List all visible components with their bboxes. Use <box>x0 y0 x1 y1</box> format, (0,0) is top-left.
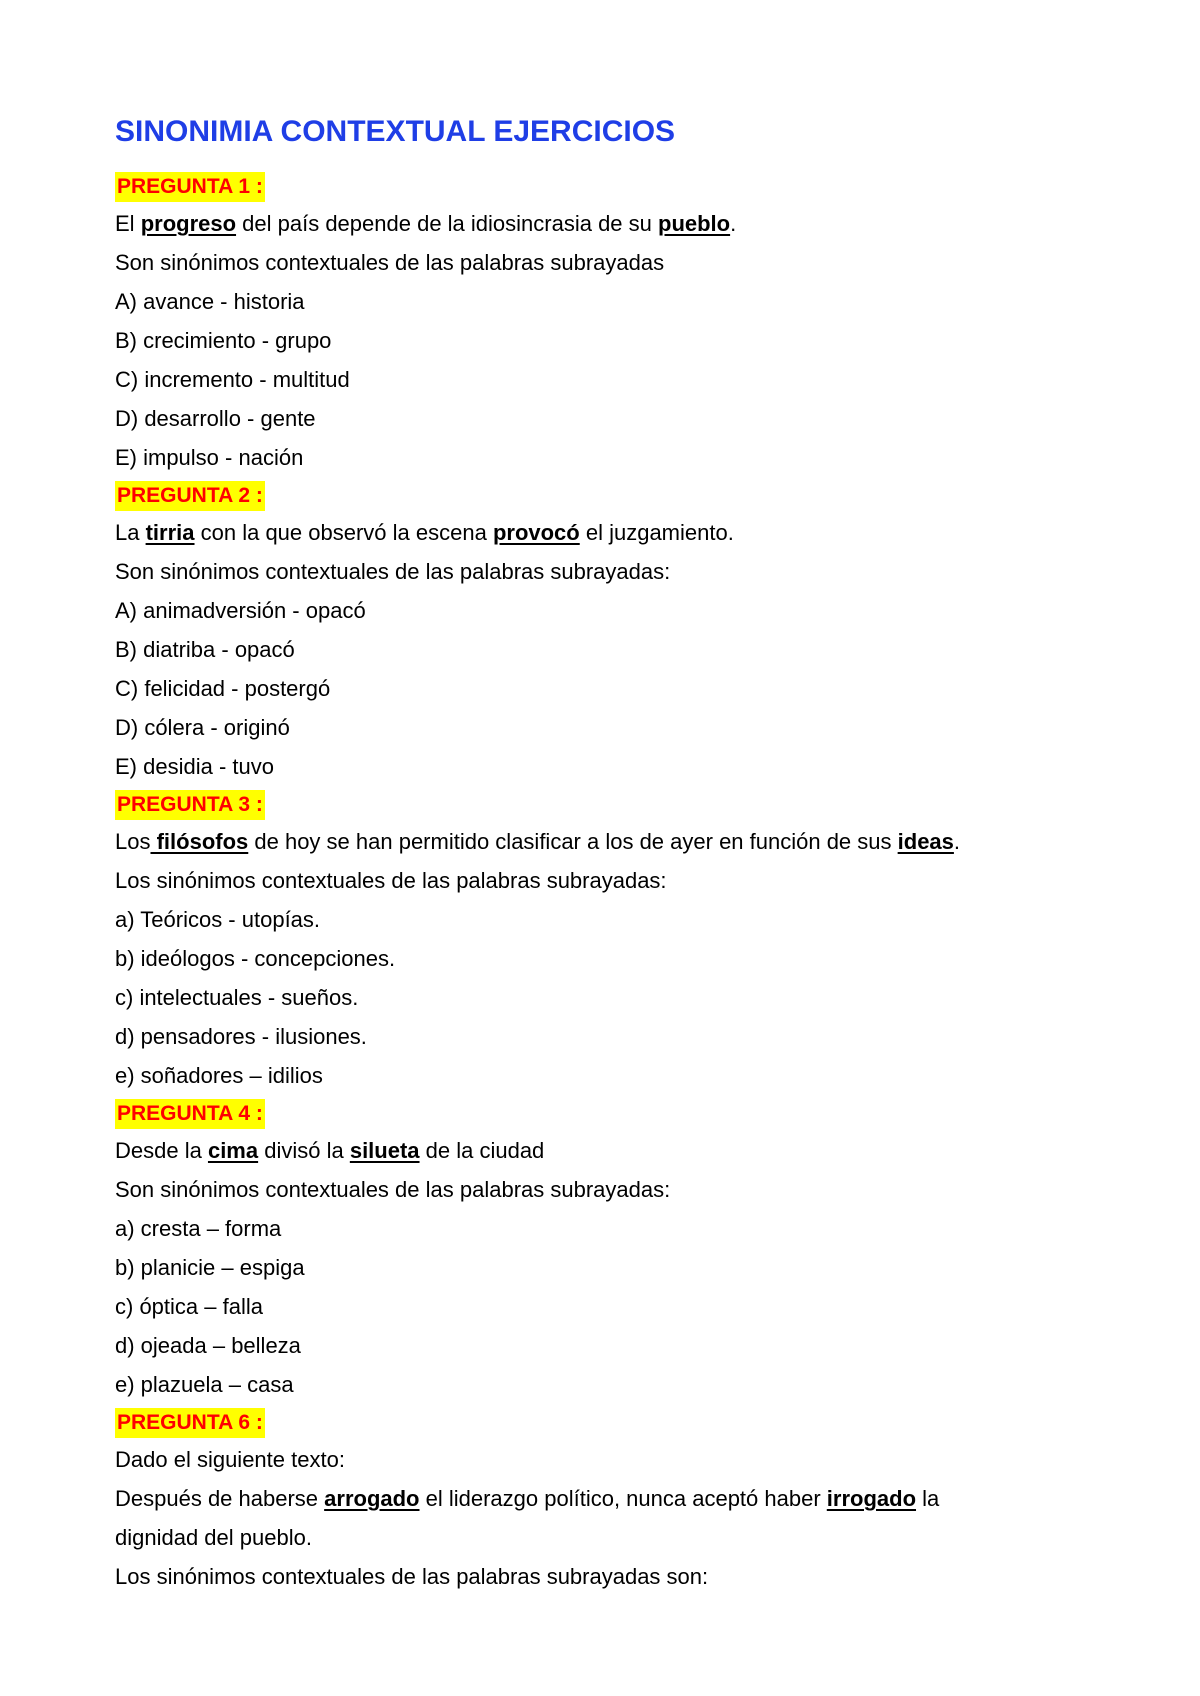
question-block <box>115 786 1115 1095</box>
sentence-text: de la ciudad <box>419 1138 545 1163</box>
question-sentence <box>115 822 1115 861</box>
underlined-word: filósofos <box>150 829 249 854</box>
question-block <box>115 1404 1115 1596</box>
answer-option: C) incremento - multitud <box>115 367 350 392</box>
sentence-text: el liderazgo político, nunca aceptó haber <box>419 1486 827 1511</box>
underlined-word: cima <box>207 1138 259 1163</box>
answer-option: E) impulso - nación <box>115 445 304 470</box>
answer-option: A) avance - historia <box>115 289 305 314</box>
question-sentence-continued: dignidad del pueblo. <box>115 1525 312 1550</box>
document-title: SINONIMIA CONTEXTUAL EJERCICIOS <box>115 115 676 148</box>
sentence-text: la <box>916 1486 940 1511</box>
underlined-word: tirria <box>145 520 195 545</box>
answer-option: B) crecimiento - grupo <box>115 328 332 353</box>
answer-option: b) ideólogos - concepciones. <box>115 946 396 971</box>
answer-option: E) desidia - tuvo <box>115 754 274 779</box>
answer-option: d) pensadores - ilusiones. <box>115 1024 367 1049</box>
sentence-text: divisó la <box>258 1138 350 1163</box>
answer-option: A) animadversión - opacó <box>115 598 366 623</box>
sentence-text: de hoy se han permitido clasificar a los de ayer en función de sus <box>248 829 898 854</box>
answer-option: C) felicidad - postergó <box>115 676 331 701</box>
question-label: PREGUNTA 1 : <box>115 172 265 202</box>
question-label: PREGUNTA 2 : <box>115 481 265 511</box>
question-block <box>115 168 1115 477</box>
underlined-word: arrogado <box>324 1486 420 1511</box>
question-label: PREGUNTA 4 : <box>115 1099 265 1129</box>
answer-option: d) ojeada – belleza <box>115 1333 301 1358</box>
question-instruction: Los sinónimos contextuales de las palabras subrayadas: <box>115 868 667 893</box>
question-sentence <box>115 204 1115 243</box>
sentence-text: . <box>953 829 961 854</box>
answer-option: D) cólera - originó <box>115 715 290 740</box>
answer-option: D) desarrollo - gente <box>115 406 316 431</box>
question-label: PREGUNTA 3 : <box>115 790 265 820</box>
question-block <box>115 477 1115 786</box>
question-sentence <box>115 1131 1115 1170</box>
answer-option: B) diatriba - opacó <box>115 637 295 662</box>
underlined-word: provocó <box>492 520 580 545</box>
question-sentence <box>115 513 1115 552</box>
answer-option: a) Teóricos - utopías. <box>115 907 321 932</box>
question-intro: Dado el siguiente texto: <box>115 1447 345 1472</box>
answer-option: c) intelectuales - sueños. <box>115 985 359 1010</box>
underlined-word: pueblo <box>658 211 731 236</box>
sentence-text: . <box>730 211 737 236</box>
underlined-word: ideas <box>897 829 954 854</box>
question-instruction: Son sinónimos contextuales de las palabras subrayadas: <box>115 559 671 584</box>
document-page <box>115 112 1115 1596</box>
sentence-text: con la que observó la escena <box>194 520 493 545</box>
underlined-word: irrogado <box>826 1486 917 1511</box>
sentence-text: La <box>115 520 146 545</box>
underlined-word: progreso <box>140 211 237 236</box>
sentence-text: Desde la <box>115 1138 208 1163</box>
answer-option: e) plazuela – casa <box>115 1372 294 1397</box>
answer-option: a) cresta – forma <box>115 1216 282 1241</box>
sentence-text: el juzgamiento. <box>579 520 734 545</box>
question-instruction: Son sinónimos contextuales de las palabras subrayadas: <box>115 1177 671 1202</box>
sentence-text: El <box>115 211 141 236</box>
question-instruction: Son sinónimos contextuales de las palabras subrayadas <box>115 250 665 275</box>
sentence-text: Los <box>115 829 151 854</box>
answer-option: c) óptica – falla <box>115 1294 263 1319</box>
underlined-word: silueta <box>349 1138 420 1163</box>
sentence-text: Después de haberse <box>115 1486 325 1511</box>
question-instruction: Los sinónimos contextuales de las palabras subrayadas son: <box>115 1564 709 1589</box>
question-label: PREGUNTA 6 : <box>115 1408 265 1438</box>
answer-option: e) soñadores – idilios <box>115 1063 323 1088</box>
question-block <box>115 1095 1115 1404</box>
questions-list <box>115 168 1115 1596</box>
question-sentence <box>115 1479 1115 1518</box>
answer-option: b) planicie – espiga <box>115 1255 305 1280</box>
sentence-text: del país depende de la idiosincrasia de su <box>236 211 658 236</box>
